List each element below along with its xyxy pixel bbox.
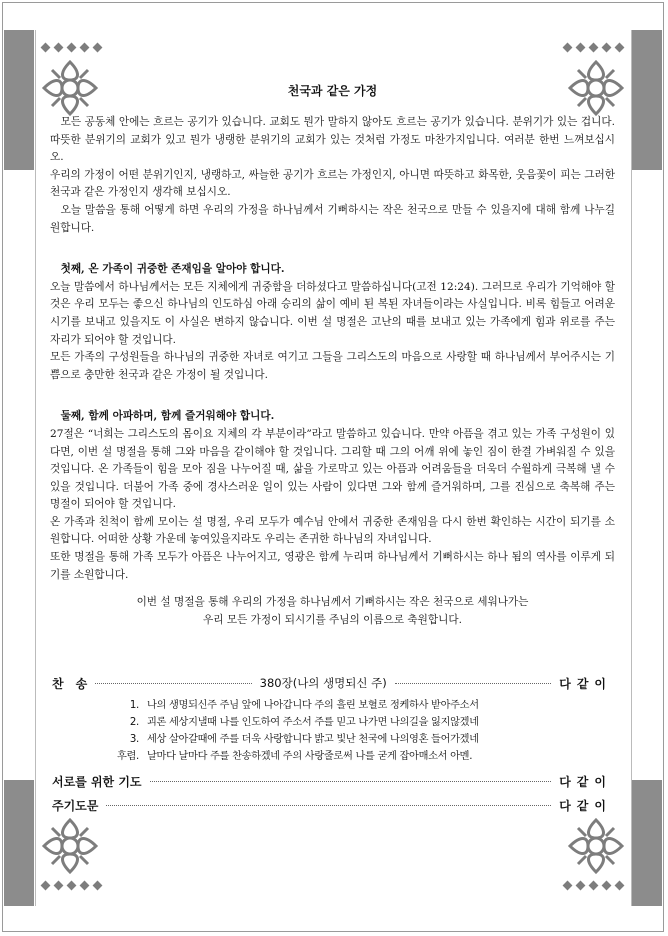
section2-paragraph-1: 27절은 “너희는 그리스도의 몸이요 지체의 각 부분이라”라고 말씀하고 있습니다. 만약 아픔을 겪고 있는 가족 구성원이 있다면, 이번 설 명절을 통해 그와 마음을 같이해야 할 것입니다. 그리할 때 그의 어깨 위에 놓인 짐이 한결 가벼워질 수 있을 것입니다. 온 가족들이 힘을 모아 짐을 나누어질 때, 삶을 가로막고 있는 아픔과 어려움들을 더욱더 수월하게 극복해 낼 수 있을 것입니다. 더불어 가족 중에 경사스러운 일이 있는 사람이 있다면 그와 함께 즐거워하며, 그를 진심으로 축복해 주는 명절이 되어야 할 것입니다.: [50, 427, 615, 511]
lords-prayer-row: [52, 795, 612, 815]
ornament-bottom-left-icon: [40, 816, 100, 876]
diamond-row-bottom-left: [40, 880, 103, 891]
hymn-together: 다같이: [559, 676, 613, 691]
hymn-verse-number: 3.: [129, 734, 139, 745]
closing-line-2: 우리 모든 가정이 되시기를 주님의 이름으로 축원합니다.: [203, 613, 462, 626]
hymn-verse-number: 후렴.: [116, 751, 139, 762]
hymn-row: [52, 673, 613, 693]
right-top-bar: [632, 30, 662, 170]
section2-paragraph-2: 온 가족과 친척이 함께 모이는 설 명절, 우리 모두가 예수님 안에서 귀중한 존재임을 다시 한번 확인하는 시간이 되기를 소원합니다. 어떠한 상황 가운데 놓여있을지라도 우리는 존귀한 하나님의 자녀입니다.: [50, 515, 615, 546]
hymn-line-3: [95, 731, 565, 748]
hymn-verse-text: 나의 생명되신주 주님 앞에 나아갑니다 주의 흘린 보혈로 정케하사 받아주소서: [147, 700, 479, 711]
hymn-lyrics: [95, 697, 565, 765]
section2-paragraph-3: 또한 명절을 통해 가족 모두가 아픔은 나누어지고, 영광은 함께 누리며 하나님께서 기뻐하시는 하나 됨의 역사를 이루게 되기를 소원합니다.: [50, 551, 615, 581]
right-bottom-bar: [632, 780, 662, 906]
hymn-title: 380장(나의 생명되신 주): [259, 676, 387, 690]
section1-heading: 첫째, 온 가족이 귀중한 존재임을 알아야 합니다.: [60, 263, 285, 276]
hymn-verse-number: 2.: [129, 717, 139, 728]
intro-paragraph-3: 오늘 말씀을 통해 어떻게 하면 우리의 가정을 하나님께서 기뻐하시는 작은 천국으로 만들 수 있을지에 대해 함께 나누길 원합니다.: [50, 203, 615, 234]
prayer-row: [52, 771, 612, 791]
hymn-line-1: [95, 697, 565, 714]
leader-dots: [150, 781, 552, 782]
hymn-verse-text: 세상 살아갈때에 주를 더욱 사랑합니다 밝고 빛난 천국에 나의영혼 들어가겠네: [147, 734, 479, 745]
sermon-content: [50, 82, 615, 629]
intro-paragraph-2: 우리의 가정이 어떤 분위기인지, 냉랭하고, 싸늘한 공기가 흐르는 가정인지, 아니면 따뜻하고 화목한, 웃음꽃이 피는 그러한 천국과 같은 가정인지 생각해 보십시오.: [50, 168, 615, 199]
intro-paragraph-1: 모든 공동체 안에는 흐르는 공기가 있습니다. 교회도 뭔가 말하지 않아도 흐르는 공기가 있습니다. 분위기가 있는 겁니다. 따뜻한 분위기의 교회가 있고 뭔가 냉랭한 분위기의 교회가 있는 것처럼 가정도 마찬가지입니다. 여러분 한번 느껴보십시오.: [50, 116, 615, 164]
closing-blessing: [50, 594, 615, 629]
prayer-together: 다같이: [559, 774, 612, 789]
hymn-verse-text: 날마다 날마다 주를 찬송하겠네 주의 사랑줄로써 나를 굳게 잡아매소서 아멘.: [147, 751, 473, 762]
lords-prayer-label: 주기도문: [52, 798, 99, 813]
hymn-line-2: [95, 714, 565, 731]
prayer-label: 서로를 위한 기도: [52, 774, 142, 789]
leader-dots: [95, 683, 251, 684]
diamond-row-top-left: [40, 42, 103, 53]
section2-heading: 둘째, 함께 아파하며, 함께 즐거워해야 합니다.: [60, 410, 275, 423]
page-title: 천국과 같은 가정: [287, 84, 378, 98]
closing-line-1: 이번 설 명절을 통해 우리의 가정을 하나님께서 기뻐하시는 작은 천국으로 세워나가는: [136, 596, 529, 609]
diamond-row-bottom-right: [562, 880, 625, 891]
diamond-row-top-right: [562, 42, 625, 53]
left-top-bar: [4, 30, 34, 170]
hymn-label: 찬 송: [52, 676, 88, 691]
section1-paragraph-2: 모든 가족의 구성원들을 하나님의 귀중한 자녀로 여기고 그들을 그리스도의 마음으로 사랑할 때 하나님께서 부어주시는 기쁨으로 충만한 천국과 같은 가정이 될 것입니다.: [50, 351, 615, 381]
left-bottom-bar: [4, 780, 34, 906]
ornament-bottom-right-icon: [566, 816, 626, 876]
section1-paragraph-1: 오늘 말씀에서 하나님께서는 모든 지체에게 귀중함을 더하셨다고 말씀하십니다(고전 12:24). 그러므로 우리가 기억해야 할 것은 우리 모두는 좋으신 하나님의 인도하심 아래 승리의 삶이 예비 된 복된 자녀들이라는 사실입니다. 비록 힘들고 어려운 시기를 보내고 있을지도 이 사실은 변하지 않습니다. 이번 설 명절은 고난의 때를 보내고 있는 가족에게 힘과 위로를 주는 자리가 되어야 할 것입니다.: [50, 280, 615, 346]
lords-prayer-together: 다같이: [559, 798, 612, 813]
leader-dots: [106, 805, 551, 806]
hymn-verse-number: 1.: [129, 700, 139, 711]
hymn-line-4: [95, 748, 565, 765]
leader-dots: [395, 683, 551, 684]
hymn-verse-text: 괴론 세상지낼때 나를 인도하여 주소서 주를 믿고 나가면 나의길을 잃지않겠네: [147, 717, 479, 728]
